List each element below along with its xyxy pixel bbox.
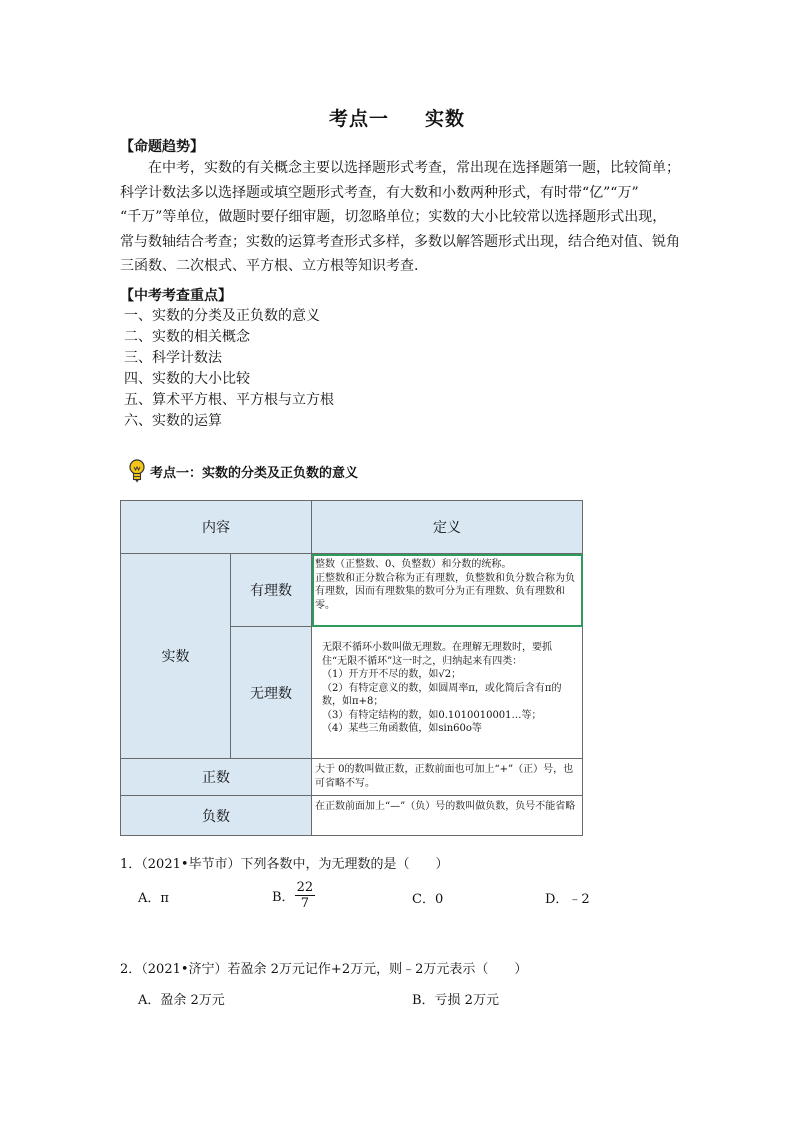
table-header-definition: 定义 xyxy=(312,501,583,554)
fraction-numerator: 22 xyxy=(296,880,314,895)
trend-line-2: 科学计数法多以选择题或填空题形式考查，有大数和小数两种形式，有时带“亿”“万” xyxy=(120,184,639,201)
focus-item: 一、实数的分类及正负数的意义 xyxy=(124,308,320,324)
definition-table xyxy=(120,500,583,836)
positive-definition xyxy=(312,759,583,796)
focus-item: 六、实数的运算 xyxy=(124,413,222,429)
q1-option-a-label: A． xyxy=(138,891,161,906)
real-number-cell: 实数 xyxy=(121,554,231,759)
trend-line-3: “千万”等单位，做题时要仔细审题，切忽略单位；实数的大小比较常以选择题形式出现， xyxy=(120,209,667,225)
rational-def-line: 正整数和正分数合称为正有理数，负整数和负分数合称为负有理数，因而有理数集的数可分为正有理数、负有理数和零。 xyxy=(315,572,575,611)
rational-cell: 有理数 xyxy=(231,554,312,627)
negative-def-text: 在正数前面加上“—”（负）号的数叫做负数，负号不能省略 xyxy=(315,801,576,812)
q1-option-c: C．0 xyxy=(412,892,444,907)
irrational-cell: 无理数 xyxy=(231,627,312,759)
trend-line-4: 常与数轴结合考查；实数的运算考查形式多样，多数以解答题形式出现，结合绝对值、锐角 xyxy=(120,233,680,250)
focus-item: 四、实数的大小比较 xyxy=(124,371,250,387)
q1-option-b-label: B． xyxy=(272,890,295,905)
page-title xyxy=(0,104,794,131)
q1-option-d: D．﹣2 xyxy=(545,892,590,907)
rational-definition xyxy=(312,554,583,627)
positive-cell: 正数 xyxy=(121,759,312,796)
keypoint-heading xyxy=(128,458,358,484)
title-part1: 考点一 xyxy=(328,108,389,130)
title-part2: 实数 xyxy=(425,108,466,130)
focus-item: 二、实数的相关概念 xyxy=(124,329,250,345)
q1-option-a-value: π xyxy=(160,891,169,906)
trend-paragraph xyxy=(120,156,680,279)
focus-item: 五、算术平方根、平方根与立方根 xyxy=(124,392,334,408)
irrational-def-line: （3）有特定结构的数，如0.1010010001…等； xyxy=(322,709,542,721)
q1-option-a xyxy=(138,887,169,906)
trend-line-1: 在中考，实数的有关概念主要以选择题形式考查，常出现在选择题第一题，比较简单； xyxy=(148,160,680,176)
q1-option-b xyxy=(272,880,315,911)
question-2-stem: 2．（2021•济宁）若盈余 2万元记作+2万元，则﹣2万元表示（ ） xyxy=(120,962,528,977)
focus-item: 三、科学计数法 xyxy=(124,350,222,366)
positive-def-text: 大于 0的数叫做正数，正数前面也可加上“+”（正）号，也可省略不写。 xyxy=(315,764,574,789)
fraction-denominator: 7 xyxy=(300,896,309,911)
trend-line-5: 三函数、二次根式、平方根、立方根等知识考查. xyxy=(120,258,419,274)
irrational-def-line: （2）有特定意义的数，如圆周率π，或化简后含有π的数，如π+8； xyxy=(322,682,562,707)
rational-def-line: 整数（正整数、0、负整数）和分数的统称。 xyxy=(315,559,512,570)
lightbulb-icon xyxy=(128,458,146,484)
irrational-def-line: （4）某些三角函数值，如sin60o等 xyxy=(322,723,482,734)
irrational-definition xyxy=(312,627,583,759)
trend-heading: 【命题趋势】 xyxy=(120,139,204,155)
q1-option-b-fraction xyxy=(295,880,316,911)
q2-option-a: A．盈余 2万元 xyxy=(138,993,225,1008)
focus-list xyxy=(124,306,334,432)
negative-definition xyxy=(312,796,583,836)
q2-option-b: B．亏损 2万元 xyxy=(412,993,499,1008)
irrational-def-line: 无限不循环小数叫做无理数。在理解无理数时，要抓住“无限不循环”这一时之，归纳起来有四类： xyxy=(322,642,552,667)
question-1-stem: 1．（2021•毕节市）下列各数中，为无理数的是（ ） xyxy=(120,857,449,872)
keypoint-label: 考点一：实数的分类及正负数的意义 xyxy=(150,465,359,481)
focus-heading: 【中考考查重点】 xyxy=(120,288,232,304)
table-header-content: 内容 xyxy=(121,501,312,554)
irrational-def-line: （1）开方开不尽的数，如√2； xyxy=(322,669,462,680)
negative-cell: 负数 xyxy=(121,796,312,836)
